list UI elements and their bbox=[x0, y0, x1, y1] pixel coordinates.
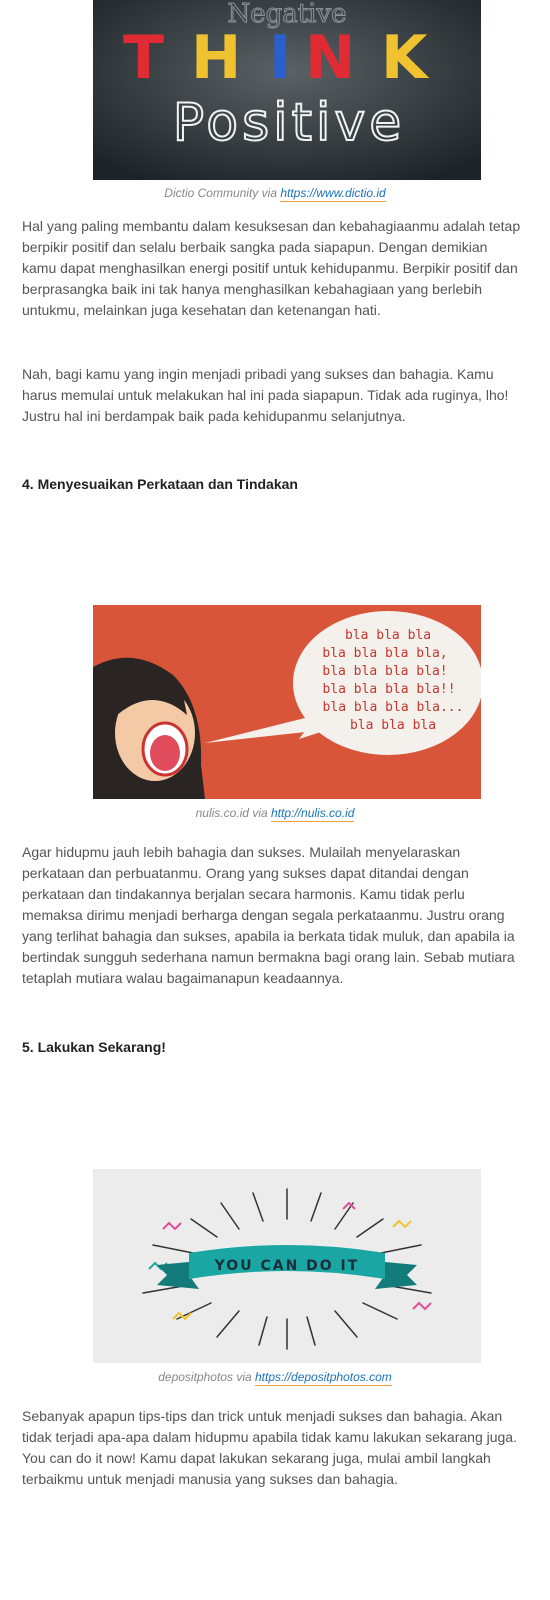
paragraph: Nah, bagi kamu yang ingin menjadi pribadi yang sukses dan bahagia. Kamu harus memulai untuk melakukan hal ini pada siapapun. Tidak ada ruginya, lho! Justru hal ini berdampak baik pada kehidupanmu selanjutnya. bbox=[22, 366, 509, 424]
think-positive-image bbox=[93, 0, 481, 180]
paragraph: Agar hidupmu jauh lebih bahagia dan sukses. Mulailah menyelaraskan perkataan dan perbuatanmu. Orang yang sukses dapat ditandai dengan perkataan dan tindakannya berjalan secara harmonis. Kamu tidak perlu memaksa dirimu menjadi berharga dengan segala perkataanmu. Justru orang yang terlihat bahagia dan sukses, apabila ia berkata tidak muluk, dan apabila ia bertindak sungguh sederhana namun bermakna bagi orang lain. Sebab mutiara tetaplah mutiara walau bagaimanapun keadaannya. bbox=[22, 844, 515, 986]
caption-link[interactable]: https://www.dictio.id bbox=[280, 186, 386, 200]
bubble-line: bla bla bla bla... bbox=[322, 700, 464, 715]
image-caption bbox=[0, 186, 550, 200]
image-caption bbox=[0, 806, 550, 820]
think-letter-t: T bbox=[123, 23, 164, 93]
think-letter-i: I bbox=[269, 23, 292, 93]
caption-via: via bbox=[236, 1370, 252, 1384]
bla-bla-image bbox=[93, 605, 481, 799]
think-letter-k: K bbox=[381, 23, 428, 93]
think-letter-n: N bbox=[305, 23, 356, 93]
image-caption bbox=[0, 1370, 550, 1384]
section-heading: 5. Lakukan Sekarang! bbox=[22, 1039, 166, 1055]
caption-link[interactable]: https://depositphotos.com bbox=[255, 1370, 392, 1384]
bubble-line: bla bla bla bbox=[344, 628, 432, 643]
positive-word: Positive bbox=[172, 93, 406, 153]
you-can-do-it-image bbox=[93, 1169, 481, 1363]
caption-via: via bbox=[252, 806, 268, 820]
bubble-line: bla bla bla bbox=[349, 718, 437, 733]
caption-via: via bbox=[261, 186, 277, 200]
bubble-line: bla bla bla bla!! bbox=[322, 682, 456, 697]
caption-source: Dictio Community bbox=[164, 186, 259, 200]
bubble-line: bla bla bla bla, bbox=[322, 646, 448, 661]
paragraph: Sebanyak apapun tips-tips dan trick untuk menjadi sukses dan bahagia. Akan tidak terjadi apa-apa dalam hidupmu apabila tidak kamu lakukan sekarang juga. You can do it now! Kamu dapat lakukan sekarang juga, mulai ambil langkah terbaikmu untuk menjadi manusia yang sukses dan bahagia. bbox=[22, 1408, 517, 1487]
banner-text: YOU CAN DO IT bbox=[214, 1258, 360, 1274]
caption-source: nulis.co.id bbox=[195, 806, 249, 820]
think-letter-h: H bbox=[191, 23, 242, 93]
caption-source: depositphotos bbox=[158, 1370, 233, 1384]
section-heading: 4. Menyesuaikan Perkataan dan Tindakan bbox=[22, 476, 298, 492]
paragraph: Hal yang paling membantu dalam kesuksesan dan kebahagiaanmu adalah tetap berpikir positif dan selalu berbaik sangka pada siapapun. Dengan demikian kamu dapat menghasilkan energi positif untuk kehidupanmu. Berpikir positif dan berprasangka baik ini tak hanya menghasilkan kebahagiaan yang berlebih untukmu, melainkan juga kesehatan dan ketenangan hati. bbox=[22, 218, 521, 318]
caption-link[interactable]: http://nulis.co.id bbox=[271, 806, 355, 820]
bubble-line: bla bla bla bla! bbox=[322, 664, 448, 679]
negative-word: Negative bbox=[227, 0, 347, 29]
